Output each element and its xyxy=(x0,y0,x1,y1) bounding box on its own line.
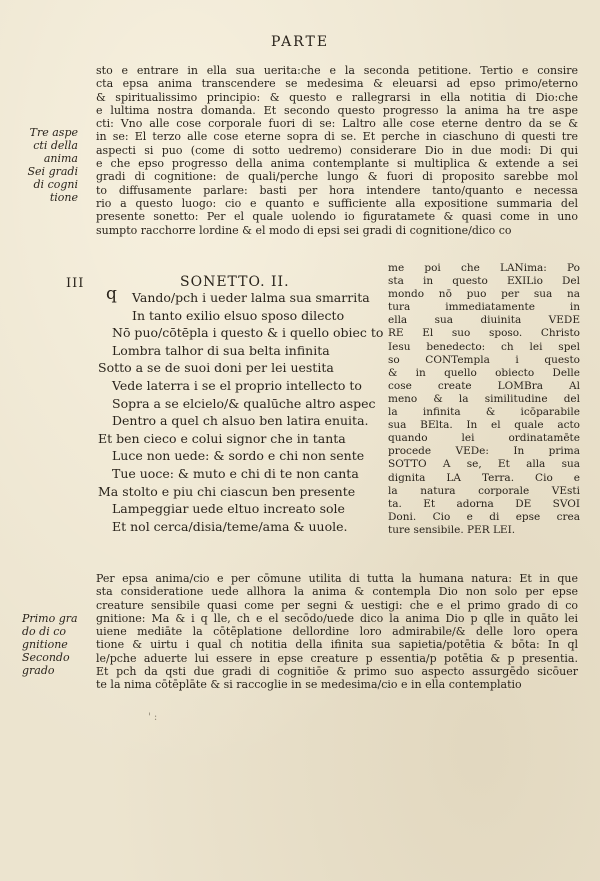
commentary-line: procede VEDe: In prima xyxy=(388,445,580,458)
sonnet-verses xyxy=(98,284,388,535)
prose-line: sto e entrare in ella sua uerita:che e la seconda petitione. Tertio e consire xyxy=(96,64,578,77)
commentary-line: quando lei ordinatamēte xyxy=(388,432,580,445)
verse-text: Vede laterra i se el proprio intellecto xyxy=(112,377,346,393)
prose-line: in se: El terzo alle cose eterne sopra di se. Et perche in ciaschuno di questi tre xyxy=(96,130,578,144)
verse-text: Dentro a quel ch alsuo ben latira enuita. xyxy=(112,413,369,429)
verse-line xyxy=(98,307,388,325)
margin-note-line: Secondo xyxy=(22,651,70,664)
prose-line: uiene mediāte la cōtēplatione dellordine loro admirabile/& delle loro opera xyxy=(96,625,578,639)
commentary-line: tura immediatamente in xyxy=(388,301,580,314)
prose-line: rio a questo luogo: cio e quanto e sufficiente alla expositione summaria del xyxy=(96,196,578,210)
prose-line: le/pche aduerte lui essere in epse creature p essentia/p potētia & p presentia. xyxy=(96,651,578,665)
commentary-line: SOTTO A se, Et alla sua xyxy=(388,458,580,471)
prose-line: & spiritualissimo principio: & questo e rallegrarsi in ella notitia di Dio:che xyxy=(96,90,578,104)
prose-line: Per epsa anima/cio e per cōmune utilita di tutta la humana natura: Et in que xyxy=(96,572,578,585)
verse-line xyxy=(98,395,388,413)
verse-text: In tanto exilio elsuo sposo dilecto xyxy=(132,307,345,323)
margin-note-line: Primo gra xyxy=(22,612,78,625)
commentary-line: la natura corporale VEsti xyxy=(388,484,580,497)
commentary-line: ta. Et adorna DE SVOI xyxy=(388,497,580,510)
verse-line xyxy=(98,500,388,518)
margin-note-line: anima xyxy=(43,152,78,165)
margin-note-three-aspects xyxy=(14,126,78,204)
verse-text: Lampeggiar uede eltuo increato sole xyxy=(112,501,345,517)
commentary-line: RE El suo sposo. Christo xyxy=(388,327,580,340)
prose-line: creature sensibile quasi come per segni & uestigi: che e el primo grado di co xyxy=(96,598,578,612)
commentary-line: Doni. Cio e di epse crea xyxy=(388,510,580,523)
commentary-line: la infinita & icōparabile xyxy=(388,406,580,419)
verse-text: Et ben cieco e colui signor che in tanta xyxy=(98,430,346,446)
prose-line: sumpto racchorre lordine & el modo di epsi sei gradi di cognitione/dico co xyxy=(96,223,512,237)
prose-line: e lultima nostra domanda. Et secondo questo progresso la anima ha tre aspe xyxy=(96,103,578,117)
roman-numeral: III xyxy=(66,276,85,291)
prose-line: presente sonetto: Per el quale uolendo io figuratamete & quasi come in uno xyxy=(96,210,578,224)
commentary-line: Iesu benedecto: ch lei spel xyxy=(388,340,580,353)
verse-text: Sotto a se de suoi doni per lei uestita xyxy=(98,360,334,376)
verse-text: Sopra a se elcielo/& qualūche altro aspec xyxy=(112,395,376,411)
prose-line: e che epso progresso della anima contemplante si multiplica & extende a sei xyxy=(96,157,578,171)
verse-tail: to xyxy=(349,377,362,393)
margin-note-line: gnitione xyxy=(22,638,68,651)
margin-note-line: di cogni xyxy=(33,178,78,191)
margin-note-line: grado xyxy=(22,664,55,677)
verse-line xyxy=(98,412,388,430)
commentary-line: sta in questo EXILio Del xyxy=(388,275,580,288)
commentary-line: me poi che LANima: Po xyxy=(388,262,580,274)
margin-note-line: do di co xyxy=(22,625,66,638)
prose-line: to diffusamente parlare: basti per hora intendere tanto/quanto e necessa xyxy=(96,183,578,197)
margin-note-line: Sei gradi xyxy=(27,165,78,178)
verse-line xyxy=(98,447,388,465)
commentary-line: meno & la similitudine del xyxy=(388,392,580,405)
verse-line xyxy=(98,324,388,342)
verse-text: Nō puo/cōtēpla i questo & i quello obiec xyxy=(112,325,367,341)
verse-text: Ma stolto e piu chi ciascun ben presente xyxy=(98,483,356,499)
prose-line: sta consideratione uede allhora la anima & contempla Dio non solo per epse xyxy=(96,585,578,599)
verse-tail: to xyxy=(370,325,384,341)
verse-line xyxy=(98,483,388,501)
verse-line xyxy=(98,377,388,395)
sonnet-commentary xyxy=(388,262,580,537)
prose-line: tione & uirtu i qual ch notitia della ifinita sua sapietia/potētia & bōta: In ql xyxy=(96,638,578,652)
top-prose-block xyxy=(96,64,578,237)
margin-note-line: tione xyxy=(49,191,78,204)
page-header: PARTE xyxy=(270,34,330,50)
commentary-line: dignita LA Terra. Cio e xyxy=(388,471,580,484)
commentary-line: mondo nō puo per sua na xyxy=(388,288,580,301)
margin-note-line: Tre aspe xyxy=(29,126,78,139)
verse-text: Et nol cerca/disia/teme/ama & uuole. xyxy=(112,518,348,534)
prose-line: gradi di cognitione: de quali/perche lungo & fuori di proposito sarebbe mol xyxy=(96,170,578,184)
pencil-mark: ' : xyxy=(148,712,158,723)
verse-line xyxy=(98,430,388,448)
bottom-prose-block xyxy=(96,572,578,692)
prose-line: te la nima cōtēplāte & si raccoglie in se medesima/cio e in ella contemplatio xyxy=(96,678,522,692)
margin-note-grades xyxy=(22,612,86,677)
commentary-line: sua BElta. In el quale acto xyxy=(388,419,580,432)
verse-line xyxy=(98,518,388,536)
prose-line: aspecti si puo (come di sotto uedremo) considerare Dio in due modi: Di qui xyxy=(96,143,578,157)
verse-text: Tue uoce: & muto e chi di te non canta xyxy=(112,465,359,481)
verse-line xyxy=(98,465,388,483)
verse-text: Lombra talhor di sua belta infinita xyxy=(112,342,330,358)
prose-line: Et pch da qsti due gradi di cognitiōe & primo suo aspecto assurgēdo sicōuer xyxy=(96,665,578,679)
commentary-line: cose create LOMBra Al xyxy=(388,379,580,392)
prose-line: cta epsa anima transcendere se medesima & eleuarsi ad epso primo/eterno xyxy=(96,77,578,91)
verse-line xyxy=(98,342,388,360)
prose-line: cti: Vno alle cose corporale fuori di se: Laltro alle cose eterne dentro da se & xyxy=(96,117,578,131)
verse-line xyxy=(98,359,388,377)
commentary-line: so CONTempla i questo xyxy=(388,353,580,366)
verse-text: Vando/pch i ueder lalma sua smarrita xyxy=(132,290,370,305)
commentary-line: ture sensibile. PER LEI. xyxy=(388,523,516,536)
verse-text: Luce non uede: & sordo e chi non sente xyxy=(112,448,365,464)
sonnet-initial: q xyxy=(106,284,117,304)
prose-line: gnitione: Ma & i q lle, ch e el secōdo/uede dico la anima Dio p qlle in quāto lei xyxy=(96,611,578,625)
margin-note-line: cti della xyxy=(33,139,78,152)
commentary-line: ella sua diuinita VEDE xyxy=(388,314,580,327)
sonnet-title: SONETTO. II. xyxy=(180,274,290,290)
commentary-line: & in quello obiecto Delle xyxy=(388,366,580,379)
verse-line xyxy=(98,289,388,307)
